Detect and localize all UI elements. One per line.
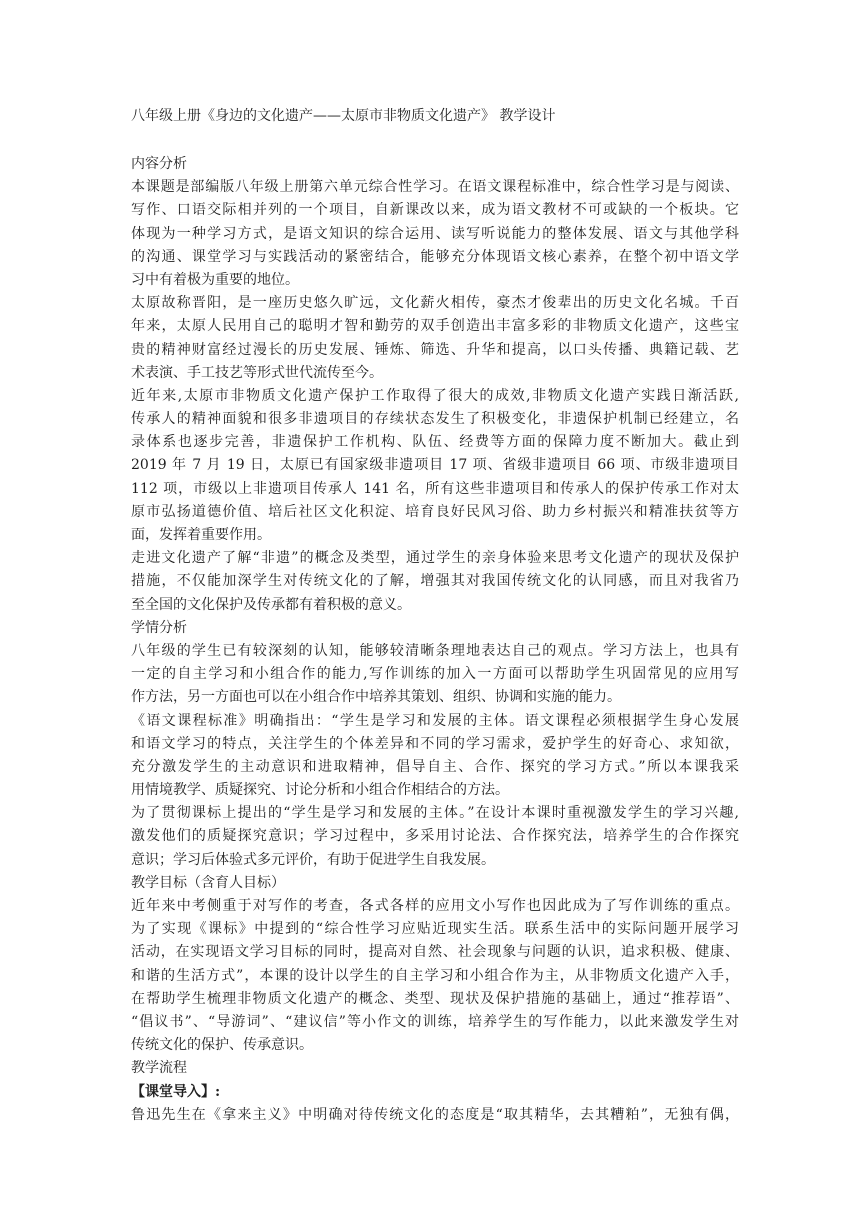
section-heading: 【课堂导入】:	[131, 1083, 221, 1100]
text-line: 《语文课程标准》明确指出：“学生是学习和发展的主体。语文课程必须根据学生身心发展	[131, 712, 739, 729]
text-line: 至全国的文化保护及传承都有着积极的意义。	[131, 596, 411, 613]
paragraph	[131, 640, 739, 710]
paragraph	[131, 176, 739, 292]
text-line: 一定的自主学习和小组合作的能力,写作训练的加入一方面可以帮助学生巩固常见的应用写	[131, 666, 739, 683]
text-line: 和语文学习的特点，关注学生的个体差异和不同的学习需求，爱护学生的好奇心、求知欲，	[131, 735, 739, 752]
text-line: 传统文化的保护、传承意识。	[131, 1037, 313, 1054]
text-line: 面，发挥着重要作用。	[131, 527, 271, 543]
document-body	[131, 153, 739, 1127]
paragraph	[131, 292, 739, 385]
text-line: 近年来,太原市非物质文化遗产保护工作取得了很大的成效,非物质文化遗产实践日渐活跃,	[131, 387, 739, 404]
text-line: 为了实现《课标》中提到的“综合性学习应贴近现实生活。联系生活中的实际问题开展学习	[131, 921, 739, 938]
paragraph	[131, 1104, 739, 1127]
text-line: 太原故称晋阳，是一座历史悠久旷远，文化薪火相传，豪杰才俊辈出的历史文化名城。千百	[131, 295, 739, 312]
text-line: 在帮助学生梳理非物质文化遗产的概念、类型、现状及保护措施的基础上，通过“推荐语”、	[131, 990, 739, 1007]
text-line: 作方法，另一方面也可以在小组合作中培养其策划、组织、协调和实施的能力。	[131, 689, 621, 706]
text-line: 八年级的学生已有较深刻的认知，能够较清晰条理地表达自己的观点。学习方法上，也具有	[131, 642, 739, 659]
section-heading: 学情分析	[131, 619, 187, 636]
text-line: 近年来中考侧重于对写作的考查，各式各样的应用文小写作也因此成为了写作训练的重点。	[131, 898, 739, 914]
text-line: 习中有着极为重要的地位。	[131, 271, 299, 288]
paragraph	[131, 802, 739, 872]
text-line: 录体系也逐步完善，非遗保护工作机构、队伍、经费等方面的保障力度不断加大。截止到	[131, 434, 739, 451]
text-line: 活动，在实现语文学习目标的同时，提高对自然、社会现象与问题的认识，追求积极、健康、	[131, 944, 739, 961]
section-heading: 教学流程	[131, 1060, 187, 1077]
paragraph	[131, 895, 739, 1057]
text-line: 意识；学习后体验式多元评价，有助于促进学生自我发展。	[131, 851, 495, 868]
text-line: 年来，太原人民用自己的聪明才智和勤劳的双手创造出丰富多彩的非物质文化遗产，这些宝	[131, 318, 739, 335]
text-line: 2019 年 7 月 19 日，太原已有国家级非遗项目 17 项、省级非遗项目 66 项、市级非遗项目	[131, 457, 739, 474]
text-line: 传承人的精神面貌和很多非遗项目的存续状态发生了积极变化，非遗保护机制已经建立，名	[131, 411, 739, 428]
paragraph	[131, 385, 739, 547]
text-line: 鲁迅先生在《拿来主义》中明确对待传统文化的态度是“取其精华，去其糟粕”，无独有偶，	[131, 1106, 739, 1123]
text-line: 原市弘扬道德价值、培后社区文化积淀、培育良好民风习俗、助力乡村振兴和精准扶贫等方	[131, 503, 739, 520]
text-line: 的沟通、课堂学习与实践活动的紧密结合，能够充分体现语文核心素养，在整个初中语文学	[131, 248, 739, 265]
text-line: 激发他们的质疑探究意识；学习过程中，多采用讨论法、合作探究法，培养学生的合作探究	[131, 828, 739, 845]
text-line: 112 项，市级以上非遗项目传承人 141 名，所有这些非遗项目和传承人的保护传承工作对太	[131, 480, 739, 497]
text-line: 术表演、手工技艺等形式世代流传至今。	[131, 364, 383, 381]
text-line: 充分激发学生的主动意识和进取精神，倡导自主、合作、探究的学习方式。”所以本课我采	[131, 758, 739, 775]
text-line: “倡议书”、“导游词”、“建议信”等小作文的训练，培养学生的写作能力，以此来激发学生对	[131, 1013, 739, 1030]
section-heading: 教学目标（含育人目标）	[131, 874, 285, 891]
text-line: 用情境教学、质疑探究、讨论分析和小组合作相结合的方法。	[131, 782, 509, 799]
text-line: 写作、口语交际相并列的一个项目，自新课改以来，成为语文教材不可或缺的一个板块。它	[131, 202, 739, 219]
text-line: 走进文化遗产了解“非遗”的概念及类型，通过学生的亲身体验来思考文化遗产的现状及保护	[131, 550, 739, 567]
document-content	[131, 104, 739, 1127]
text-line: 和谐的生活方式”，本课的设计以学生的自主学习和小组合作为主，从非物质文化遗产入手，	[131, 967, 739, 984]
text-line: 措施，不仅能加深学生对传统文化的了解，增强其对我国传统文化的认同感，而且对我省乃	[131, 573, 739, 590]
text-line: 体现为一种学习方式，是语文知识的综合运用、读写听说能力的整体发展、语文与其他学科	[131, 225, 739, 242]
paragraph	[131, 547, 739, 617]
text-line: 为了贯彻课标上提出的“学生是学习和发展的主体。”在设计本课时重视激发学生的学习兴趣,	[131, 805, 739, 822]
section-heading: 内容分析	[131, 156, 187, 172]
text-line: 本课题是部编版八年级上册第六单元综合性学习。在语文课程标准中，综合性学习是与阅读、	[131, 179, 739, 196]
paragraph	[131, 710, 739, 803]
document-title: 八年级上册《身边的文化遗产——太原市非物质文化遗产》 教学设计	[131, 108, 556, 124]
text-line: 贵的精神财富经过漫长的历史发展、锤炼、筛选、升华和提高，以口头传播、典籍记载、艺	[131, 341, 739, 358]
